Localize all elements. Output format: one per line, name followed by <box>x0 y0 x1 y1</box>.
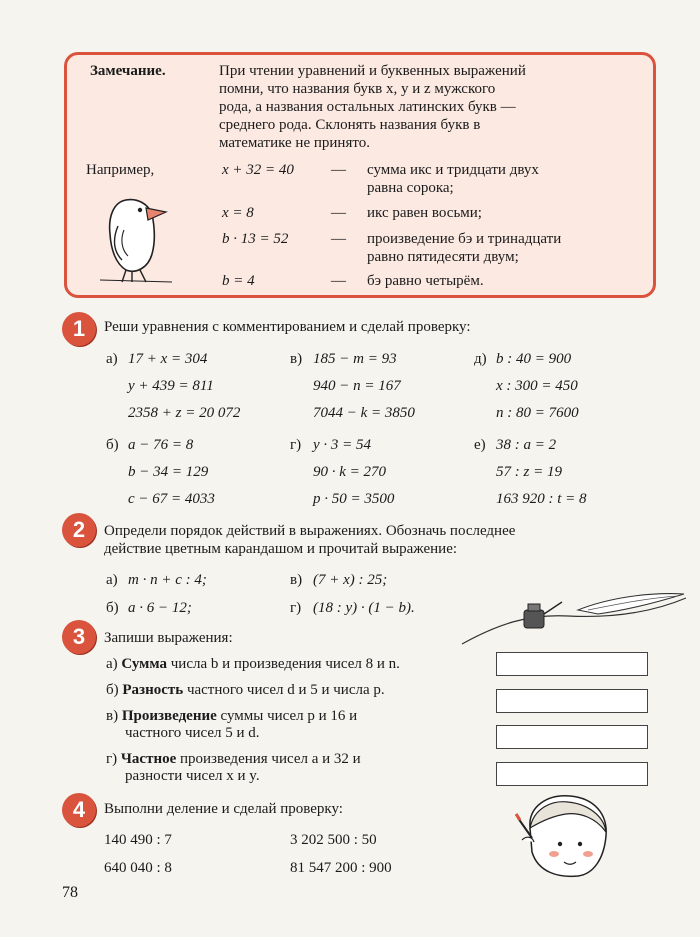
example-3-reading-2: равно пятидесяти двум; <box>367 249 519 265</box>
example-2-expr: x = 8 <box>222 205 254 221</box>
note-line-5: математике не принято. <box>219 135 370 151</box>
example-3-dash: — <box>331 231 346 247</box>
task-2-v-label: в) <box>290 572 303 588</box>
task-3-v-text-2: частного чисел 5 и d. <box>125 725 260 741</box>
note-title: Замечание. <box>90 63 166 79</box>
example-3-expr: b · 13 = 52 <box>222 231 289 247</box>
page-number: 78 <box>62 884 78 901</box>
task-3-v-line <box>106 707 357 725</box>
task-3-g-answer-box[interactable] <box>496 762 648 786</box>
task-1-e-label: е) <box>474 437 486 453</box>
example-4-expr: b = 4 <box>222 273 255 289</box>
note-line-3: рода, а названия остальных латинских букв — <box>219 99 516 115</box>
task-3-badge: 3 <box>62 620 96 654</box>
task-3-b-label: б) <box>106 682 119 698</box>
task-2-title-line-1: Определи порядок действий в выражениях. Обозначь последнее <box>104 523 516 539</box>
task-1-a-eq-2: y + 439 = 811 <box>128 378 214 394</box>
task-1-a-label: а) <box>106 351 118 367</box>
girl-illustration <box>508 788 628 884</box>
note-line-4: среднего рода. Склонять названия букв в <box>219 117 481 133</box>
task-1-a-eq-1: 17 + x = 304 <box>128 351 208 367</box>
example-4-dash: — <box>331 273 346 289</box>
note-line-2: помни, что названия букв x, y и z мужского <box>219 81 496 97</box>
task-1-d-eq-2: x : 300 = 450 <box>496 378 578 394</box>
task-3-v-answer-box[interactable] <box>496 725 648 749</box>
task-3-b-keyword: Разность <box>122 682 184 698</box>
task-1-b-label: б) <box>106 437 119 453</box>
task-1-b-eq-1: a − 76 = 8 <box>128 437 194 453</box>
task-3-g-line <box>106 750 361 768</box>
task-1-d-eq-1: b : 40 = 900 <box>496 351 572 367</box>
task-3-a-line <box>106 655 400 673</box>
task-2-g-label: г) <box>290 600 302 616</box>
task-2-a-label: а) <box>106 572 118 588</box>
task-2-b-expr: a · 6 − 12; <box>128 600 192 616</box>
example-1-dash: — <box>331 162 346 178</box>
task-1-v-eq-2: 940 − n = 167 <box>313 378 401 394</box>
task-1-v-label: в) <box>290 351 303 367</box>
task-1-e-eq-3: 163 920 : t = 8 <box>496 491 587 507</box>
task-3-v-keyword: Произведение <box>121 708 217 724</box>
task-3-g-keyword: Частное <box>120 751 177 767</box>
task-2-a-expr: m · n + c : 4; <box>128 572 207 588</box>
task-1-v-eq-1: 185 − m = 93 <box>313 351 397 367</box>
task-2-v-expr: (7 + x) : 25; <box>313 572 388 588</box>
task-3-b-text: частного чисел d и 5 и числа p. <box>183 682 385 698</box>
task-3-a-label: а) <box>106 656 118 672</box>
task-1-g-label: г) <box>290 437 302 453</box>
task-4-item-1: 140 490 : 7 <box>104 832 172 848</box>
example-4-reading-1: бэ равно четырём. <box>367 273 484 289</box>
task-3-title: Запиши выражения: <box>104 630 233 646</box>
task-4-item-3: 640 040 : 8 <box>104 860 172 876</box>
task-1-d-label: д) <box>474 351 487 367</box>
task-1-e-eq-2: 57 : z = 19 <box>496 464 562 480</box>
example-2-dash: — <box>331 205 346 221</box>
task-1-badge: 1 <box>62 312 96 346</box>
task-1-title: Реши уравнения с комментированием и сделай проверку: <box>104 319 471 335</box>
task-3-a-text: числа b и произведения чисел 8 и n. <box>167 656 400 672</box>
example-3-reading-1: произведение бэ и тринадцати <box>367 231 562 247</box>
task-3-v-text-1: суммы чисел p и 16 и <box>216 708 358 724</box>
task-4-item-2: 3 202 500 : 50 <box>290 832 377 848</box>
inkwell-quill-illustration <box>458 584 690 648</box>
task-3-g-label: г) <box>106 751 118 767</box>
example-1-reading-2: равна сорока; <box>367 180 454 196</box>
task-1-b-eq-3: c − 67 = 4033 <box>128 491 215 507</box>
task-2-g-expr: (18 : y) · (1 − b). <box>313 600 415 616</box>
task-3-g-text-2: разности чисел x и y. <box>125 768 260 784</box>
task-2-badge: 2 <box>62 513 96 547</box>
task-2-title-line-2: действие цветным карандашом и прочитай выражение: <box>104 541 458 557</box>
task-2-b-label: б) <box>106 600 119 616</box>
example-1-reading-1: сумма икс и тридцати двух <box>367 162 539 178</box>
task-4-title: Выполни деление и сделай проверку: <box>104 801 343 817</box>
task-1-a-eq-3: 2358 + z = 20 072 <box>128 405 241 421</box>
task-3-a-answer-box[interactable] <box>496 652 648 676</box>
task-1-g-eq-1: y · 3 = 54 <box>313 437 372 453</box>
example-2-reading-1: икс равен восьми; <box>367 205 482 221</box>
task-1-v-eq-3: 7044 − k = 3850 <box>313 405 415 421</box>
task-1-e-eq-1: 38 : a = 2 <box>496 437 557 453</box>
task-1-d-eq-3: n : 80 = 7600 <box>496 405 579 421</box>
bird-illustration <box>96 190 176 286</box>
task-1-g-eq-2: 90 · k = 270 <box>313 464 387 480</box>
task-3-b-answer-box[interactable] <box>496 689 648 713</box>
example-label: Например, <box>86 162 155 178</box>
task-3-g-text-1: произведения чисел a и 32 и <box>176 751 361 767</box>
task-3-v-label: в) <box>106 708 119 724</box>
task-1-g-eq-3: p · 50 = 3500 <box>313 491 395 507</box>
note-line-1: При чтении уравнений и буквенных выражений <box>219 63 526 79</box>
task-4-badge: 4 <box>62 793 96 827</box>
task-3-a-keyword: Сумма <box>121 656 167 672</box>
task-3-b-line <box>106 681 385 699</box>
task-4-item-4: 81 547 200 : 900 <box>290 860 392 876</box>
task-1-b-eq-2: b − 34 = 129 <box>128 464 209 480</box>
example-1-expr: x + 32 = 40 <box>222 162 294 178</box>
